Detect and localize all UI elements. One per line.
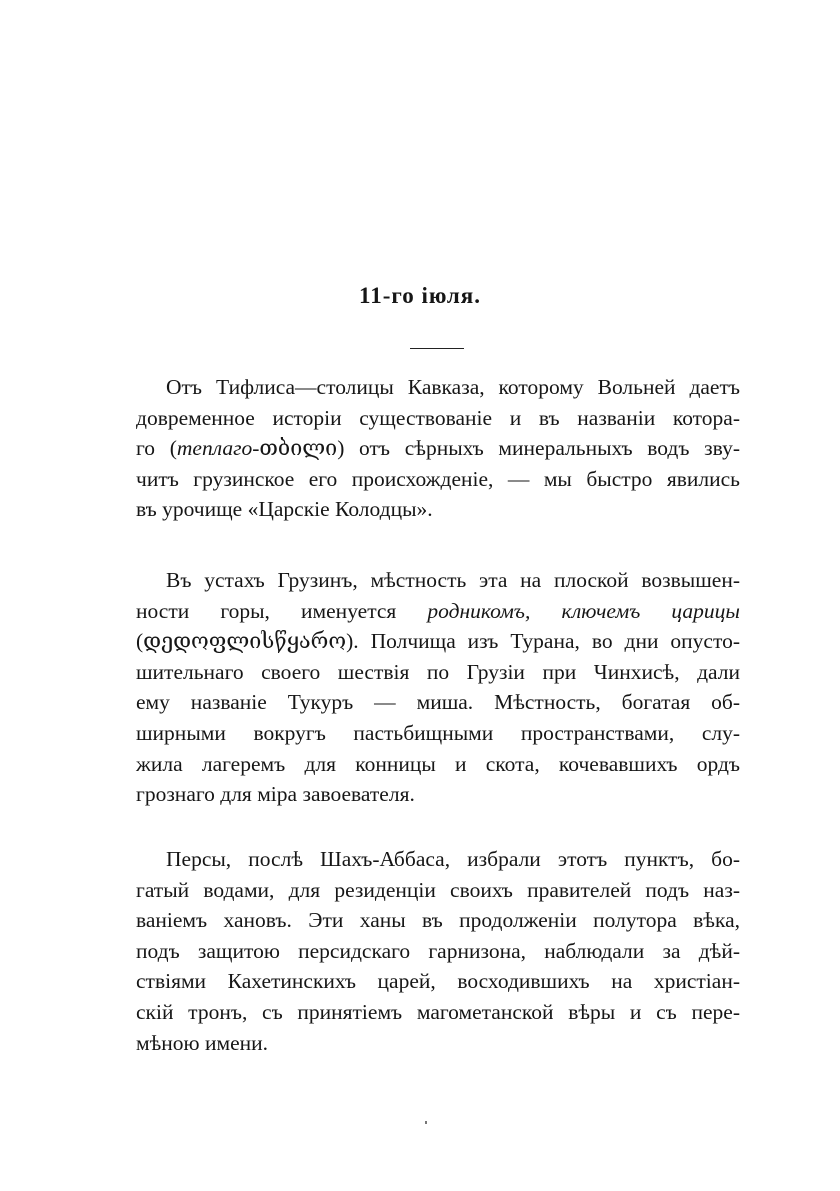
text-line: подъ защитою персидскаго гарнизона, наблюдали за дѣй- [136,938,740,963]
italic-term: теплаго- [176,436,260,461]
text-line: скій тронъ, съ принятіемъ магометанской вѣры и съ пере- [136,999,740,1024]
italic-term: ключемъ царицы [561,598,740,623]
text-line: мѣною имени. [136,1030,269,1055]
text-line: ему названіе Тукуръ — миша. Мѣстность, богатая об- [136,690,740,715]
text-line: ствіями Кахетинскихъ царей, восходившихъ на христіан- [136,969,740,994]
paragraph-3 [136,844,740,1058]
text-line: грознаго для міра завоевателя. [136,782,415,807]
heading-divider [410,348,464,349]
text-line: Отъ Тифлиса—столицы Кавказа, которому Вольней даетъ [166,375,740,399]
print-speck [425,1121,427,1124]
italic-term: родникомъ, [427,598,531,623]
text-line: читъ грузинское его происхожденіе, — мы быстро явились [136,466,740,491]
text-line: Персы, послѣ Шахъ-Аббаса, избрали этотъ пунктъ, бо- [166,847,740,871]
text-line: ности горы, именуется родникомъ, ключемъ царицы [136,598,740,623]
page-heading: 11-го іюля. [358,283,481,308]
text-line: ваніемъ хановъ. Эти ханы въ продолженіи полутора вѣка, [136,908,740,933]
text-line: ширными вокругъ пастьбищными пространствами, слу- [136,720,740,745]
text-line: жила лагеремъ для конницы и скота, кочевавшихъ ордъ [136,751,740,776]
text-line: шительнаго своего шествія по Грузіи при Чинхисѣ, дали [136,659,740,684]
paragraph-1 [136,372,740,525]
text-line: Въ устахъ Грузинъ, мѣстность эта на плоской возвышен- [166,568,740,592]
text-line: го (теплаго-თბილი) отъ сѣрныхъ минеральныхъ водъ зву- [136,436,740,461]
text-line: довременное исторіи существованіе и въ названіи котора- [136,405,740,430]
text-line: (დედოფლისწყარო). Полчища изъ Турана, во дни опусто- [136,629,740,654]
paragraph-2 [136,565,740,810]
text-line: въ урочище «Царскіе Колодцы». [136,497,433,522]
text-line: гатый водами, для резиденціи своихъ правителей подъ наз- [136,877,740,902]
